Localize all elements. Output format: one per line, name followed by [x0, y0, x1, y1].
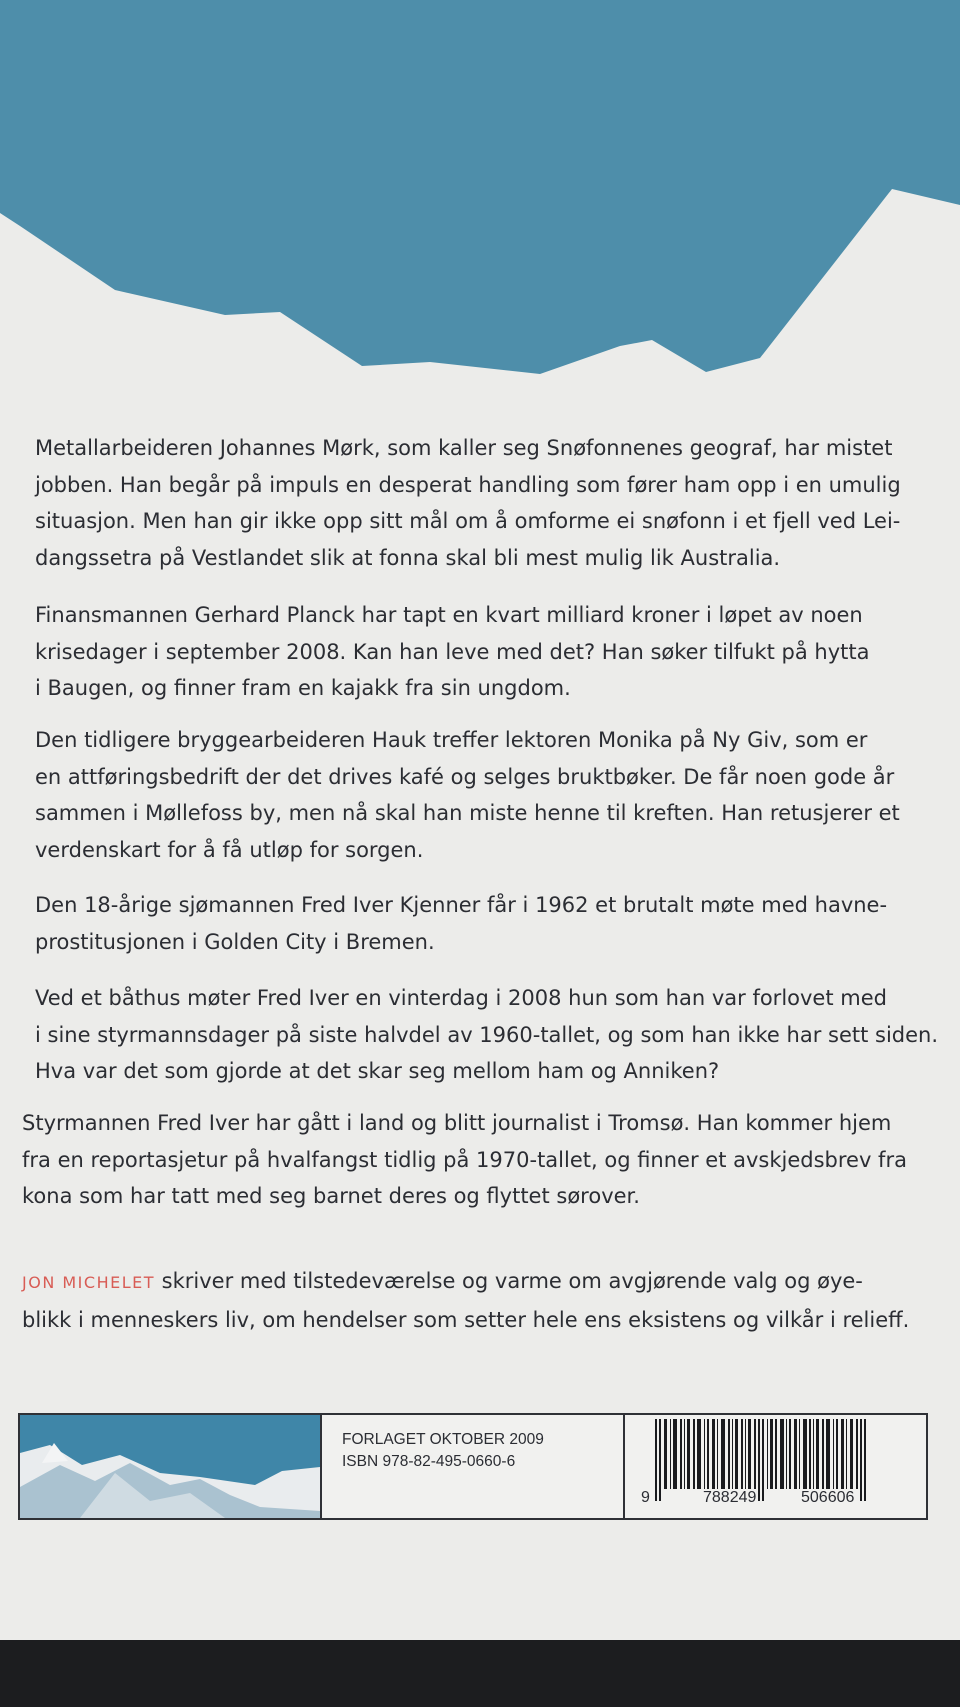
publisher-details	[322, 1415, 625, 1518]
paragraph-4	[35, 887, 925, 960]
text-line: jobben. Han begår på impuls en desperat handling som fører ham opp i en umulig	[35, 472, 901, 497]
publisher-info-box	[18, 1413, 928, 1520]
text-line: fra en reportasjetur på hvalfangst tidlig på 1970-tallet, og finner et avskjedsbrev fra	[22, 1147, 907, 1172]
paragraph-6	[22, 1105, 925, 1215]
barcode-group-1: 788249	[703, 1489, 757, 1506]
text-line: dangssetra på Vestlandet slik at fonna skal bli mest mulig lik Australia.	[35, 545, 781, 570]
closing-text: skriver med tilstedeværelse og varme om avgjørende valg og øye-	[155, 1269, 863, 1293]
barcode	[625, 1415, 926, 1518]
text-line: Den 18-årige sjømannen Fred Iver Kjenner får i 1962 et brutalt møte med havne-	[35, 893, 888, 917]
text-line: Styrmannen Fred Iver har gått i land og blitt journalist i Tromsø. Han kommer hjem	[22, 1111, 892, 1135]
text-line: Finansmannen Gerhard Planck har tapt en kvart milliard kroner i løpet av noen	[35, 603, 863, 627]
cover-thumbnail	[20, 1415, 322, 1518]
author-name: JON MICHELET	[22, 1273, 155, 1292]
text-line: situasjon. Men han gir ikke opp sitt mål om å omforme ei snøfonn i et fjell ved Lei-	[35, 509, 901, 533]
text-line: krisedager i september 2008. Kan han leve med det? Han søker tilfukt på hytta	[35, 639, 870, 664]
text-line: en attføringsbedrift der det drives kafé og selges bruktbøker. De får noen gode år	[35, 764, 895, 789]
barcode-group-2: 506606	[801, 1489, 855, 1506]
text-line: Hva var det som gjorde at det skar seg mellom ham og Anniken?	[35, 1059, 720, 1083]
barcode-digit-first: 9	[641, 1489, 650, 1506]
paragraph-1	[35, 430, 925, 576]
closing-line-1	[22, 1263, 925, 1302]
closing-line-2: blikk i menneskers liv, om hendelser som setter hele ens eksistens og vilkår i relieff.	[22, 1307, 910, 1332]
closing-paragraph	[22, 1263, 925, 1338]
text-line: prostitusjonen i Golden City i Bremen.	[35, 929, 435, 954]
text-line: kona som har tatt med seg barnet deres og flyttet sørover.	[22, 1184, 640, 1208]
paragraph-5	[35, 980, 939, 1090]
text-line: sammen i Møllefoss by, men nå skal han miste henne til kreften. Han retusjerer et	[35, 801, 900, 825]
text-line: Den tidligere bryggearbeideren Hauk treffer lektoren Monika på Ny Giv, som er	[35, 728, 868, 752]
isbn: ISBN 978-82-495-0660-6	[342, 1453, 516, 1470]
barcode-digits	[641, 1489, 912, 1507]
text-line: i Baugen, og finner fram en kajakk fra sin ungdom.	[35, 676, 571, 700]
publisher-name: FORLAGET OKTOBER 2009	[342, 1431, 544, 1448]
paragraph-2	[35, 597, 925, 707]
text-line: Metallarbeideren Johannes Mørk, som kaller seg Snøfonnenes geograf, har mistet	[35, 436, 893, 460]
text-line: i sine styrmannsdager på siste halvdel av 1960-tallet, og som han ikke har sett siden.	[35, 1022, 939, 1047]
text-line: Ved et båthus møter Fred Iver en vinterdag i 2008 hun som han var forlovet med	[35, 986, 887, 1010]
paragraph-3	[35, 722, 925, 868]
text-line: verdenskart for å få utløp for sorgen.	[35, 837, 424, 862]
book-bottom-edge	[0, 1640, 960, 1707]
